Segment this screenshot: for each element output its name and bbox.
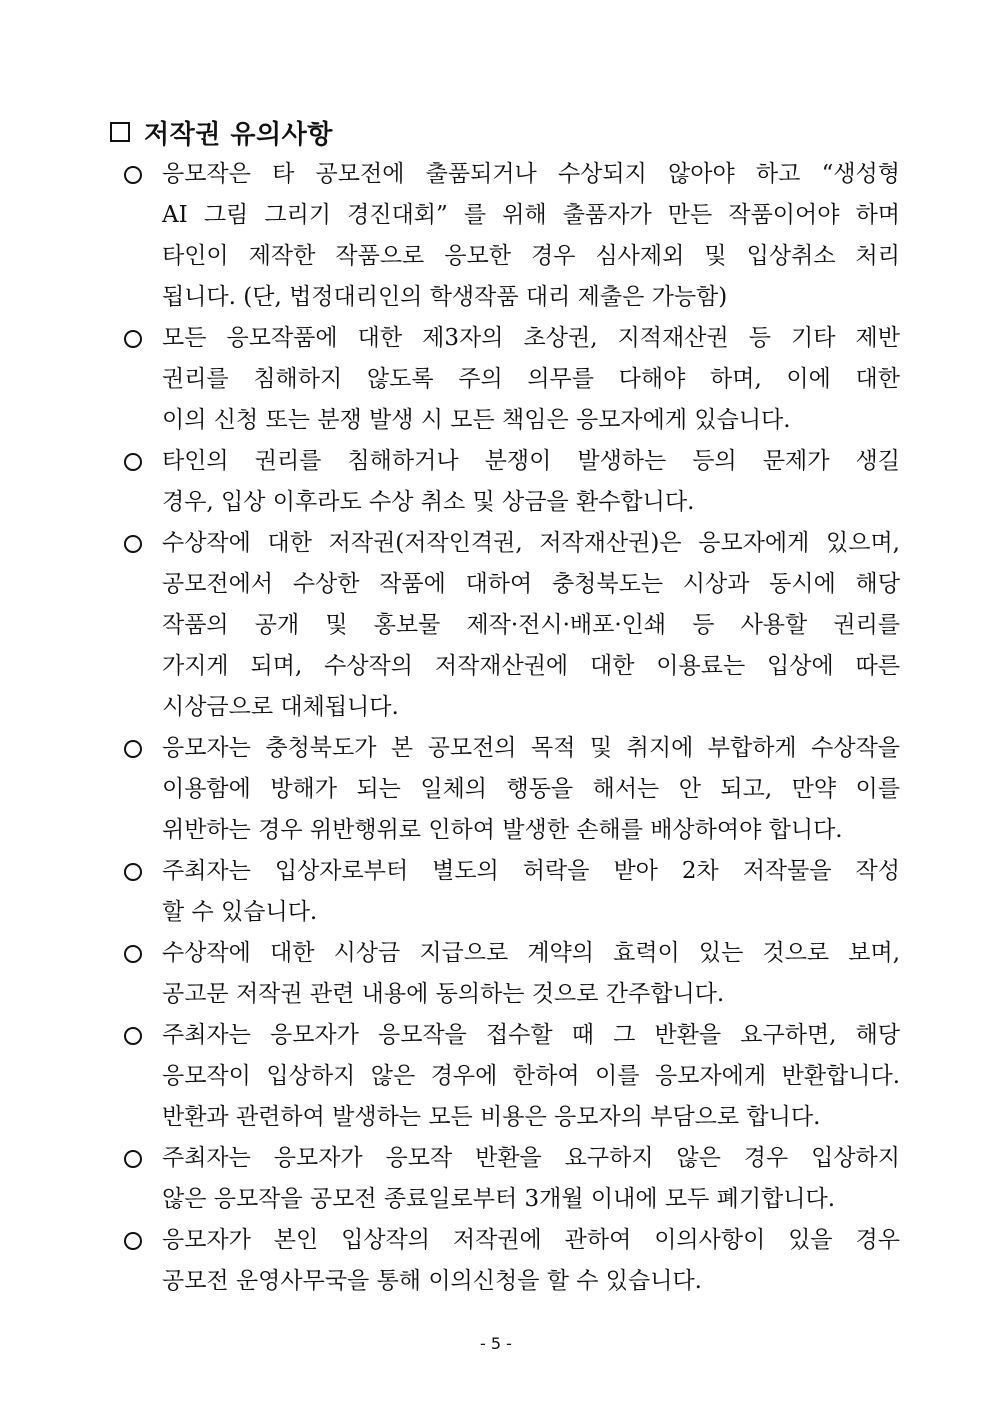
item-text-line: 작품의 공개 및 홍보물 제작·전시·배포·인쇄 등 사용할 권리를 — [162, 612, 900, 638]
item-text-line: 주최자는 입상자로부터 별도의 허락을 받아 2차 저작물을 작성 — [162, 858, 900, 884]
circle-bullet-icon — [124, 1027, 142, 1045]
item-text-line: 수상작에 대한 저작권(저작인격권, 저작재산권)은 응모자에게 있으며, — [162, 530, 900, 556]
item-text-line: 위반하는 경우 위반행위로 인하여 발생한 손해를 배상하여야 합니다. — [162, 817, 843, 843]
circle-bullet-icon — [124, 1232, 142, 1250]
list-item — [120, 318, 900, 441]
section-title: 저작권 유의사항 — [144, 119, 333, 150]
item-text-line: 이용함에 방해가 되는 일체의 행동을 해서는 안 되고, 만약 이를 — [162, 776, 900, 802]
item-text-line: 경우, 입상 이후라도 수상 취소 및 상금을 환수합니다. — [162, 489, 695, 515]
item-text-line: 모든 응모작품에 대한 제3자의 초상권, 지적재산권 등 기타 제반 — [162, 325, 900, 351]
item-text-line: 주최자는 응모자가 응모작을 접수할 때 그 반환을 요구하면, 해당 — [162, 1022, 900, 1048]
circle-bullet-icon — [124, 330, 142, 348]
item-text-line: 타인이 제작한 작품으로 응모한 경우 심사제외 및 입상취소 처리 — [162, 243, 900, 269]
list-item — [120, 933, 900, 1015]
circle-bullet-icon — [124, 740, 142, 758]
item-text-line: 시상금으로 대체됩니다. — [162, 694, 399, 720]
list-item — [120, 1015, 900, 1138]
circle-bullet-icon — [124, 945, 142, 963]
item-text-line: 공모전 운영사무국을 통해 이의신청을 할 수 있습니다. — [162, 1268, 702, 1294]
item-text-line: 응모작은 타 공모전에 출품되거나 수상되지 않아야 하고 “생성형 — [162, 161, 900, 187]
page-number: - 5 - — [480, 1334, 512, 1353]
notice-list — [120, 154, 900, 1302]
item-text-line: 응모자는 충청북도가 본 공모전의 목적 및 취지에 부합하게 수상작을 — [162, 735, 900, 761]
circle-bullet-icon — [124, 166, 142, 184]
item-text-line: 공고문 저작권 관련 내용에 동의하는 것으로 간주합니다. — [162, 981, 725, 1007]
checkbox-square-icon — [110, 122, 130, 142]
item-text-line: 주최자는 응모자가 응모작 반환을 요구하지 않은 경우 입상하지 — [162, 1145, 900, 1171]
item-text-line: 않은 응모작을 공모전 종료일로부터 3개월 이내에 모두 폐기합니다. — [162, 1186, 836, 1212]
circle-bullet-icon — [124, 453, 142, 471]
item-text-line: AI 그림 그리기 경진대회” 를 위해 출품자가 만든 작품이어야 하며 — [162, 202, 900, 228]
item-text-line: 수상작에 대한 시상금 지급으로 계약의 효력이 있는 것으로 보며, — [162, 940, 900, 966]
circle-bullet-icon — [124, 1150, 142, 1168]
circle-bullet-icon — [124, 535, 142, 553]
list-item — [120, 851, 900, 933]
circle-bullet-icon — [124, 863, 142, 881]
list-item — [120, 523, 900, 728]
item-text-line: 반환과 관련하여 발생하는 모든 비용은 응모자의 부담으로 합니다. — [162, 1104, 821, 1130]
item-text-line: 권리를 침해하지 않도록 주의 의무를 다해야 하며, 이에 대한 — [162, 366, 900, 392]
list-item — [120, 1138, 900, 1220]
list-item — [120, 154, 900, 318]
item-text-line: 할 수 있습니다. — [162, 899, 318, 925]
list-item — [120, 1220, 900, 1302]
item-text-line: 가지게 되며, 수상작의 저작재산권에 대한 이용료는 입상에 따른 — [162, 653, 900, 679]
item-text-line: 이의 신청 또는 분쟁 발생 시 모든 책임은 응모자에게 있습니다. — [162, 407, 791, 433]
section-heading — [110, 112, 333, 152]
list-item — [120, 441, 900, 523]
item-text-line: 타인의 권리를 침해하거나 분쟁이 발생하는 등의 문제가 생길 — [162, 448, 900, 474]
item-text-line: 공모전에서 수상한 작품에 대하여 충청북도는 시상과 동시에 해당 — [162, 571, 900, 597]
item-text-line: 됩니다. (단, 법정대리인의 학생작품 대리 제출은 가능함) — [162, 284, 728, 310]
item-text-line: 응모작이 입상하지 않은 경우에 한하여 이를 응모자에게 반환합니다. — [162, 1063, 900, 1089]
list-item — [120, 728, 900, 851]
item-text-line: 응모자가 본인 입상작의 저작권에 관하여 이의사항이 있을 경우 — [162, 1227, 900, 1253]
